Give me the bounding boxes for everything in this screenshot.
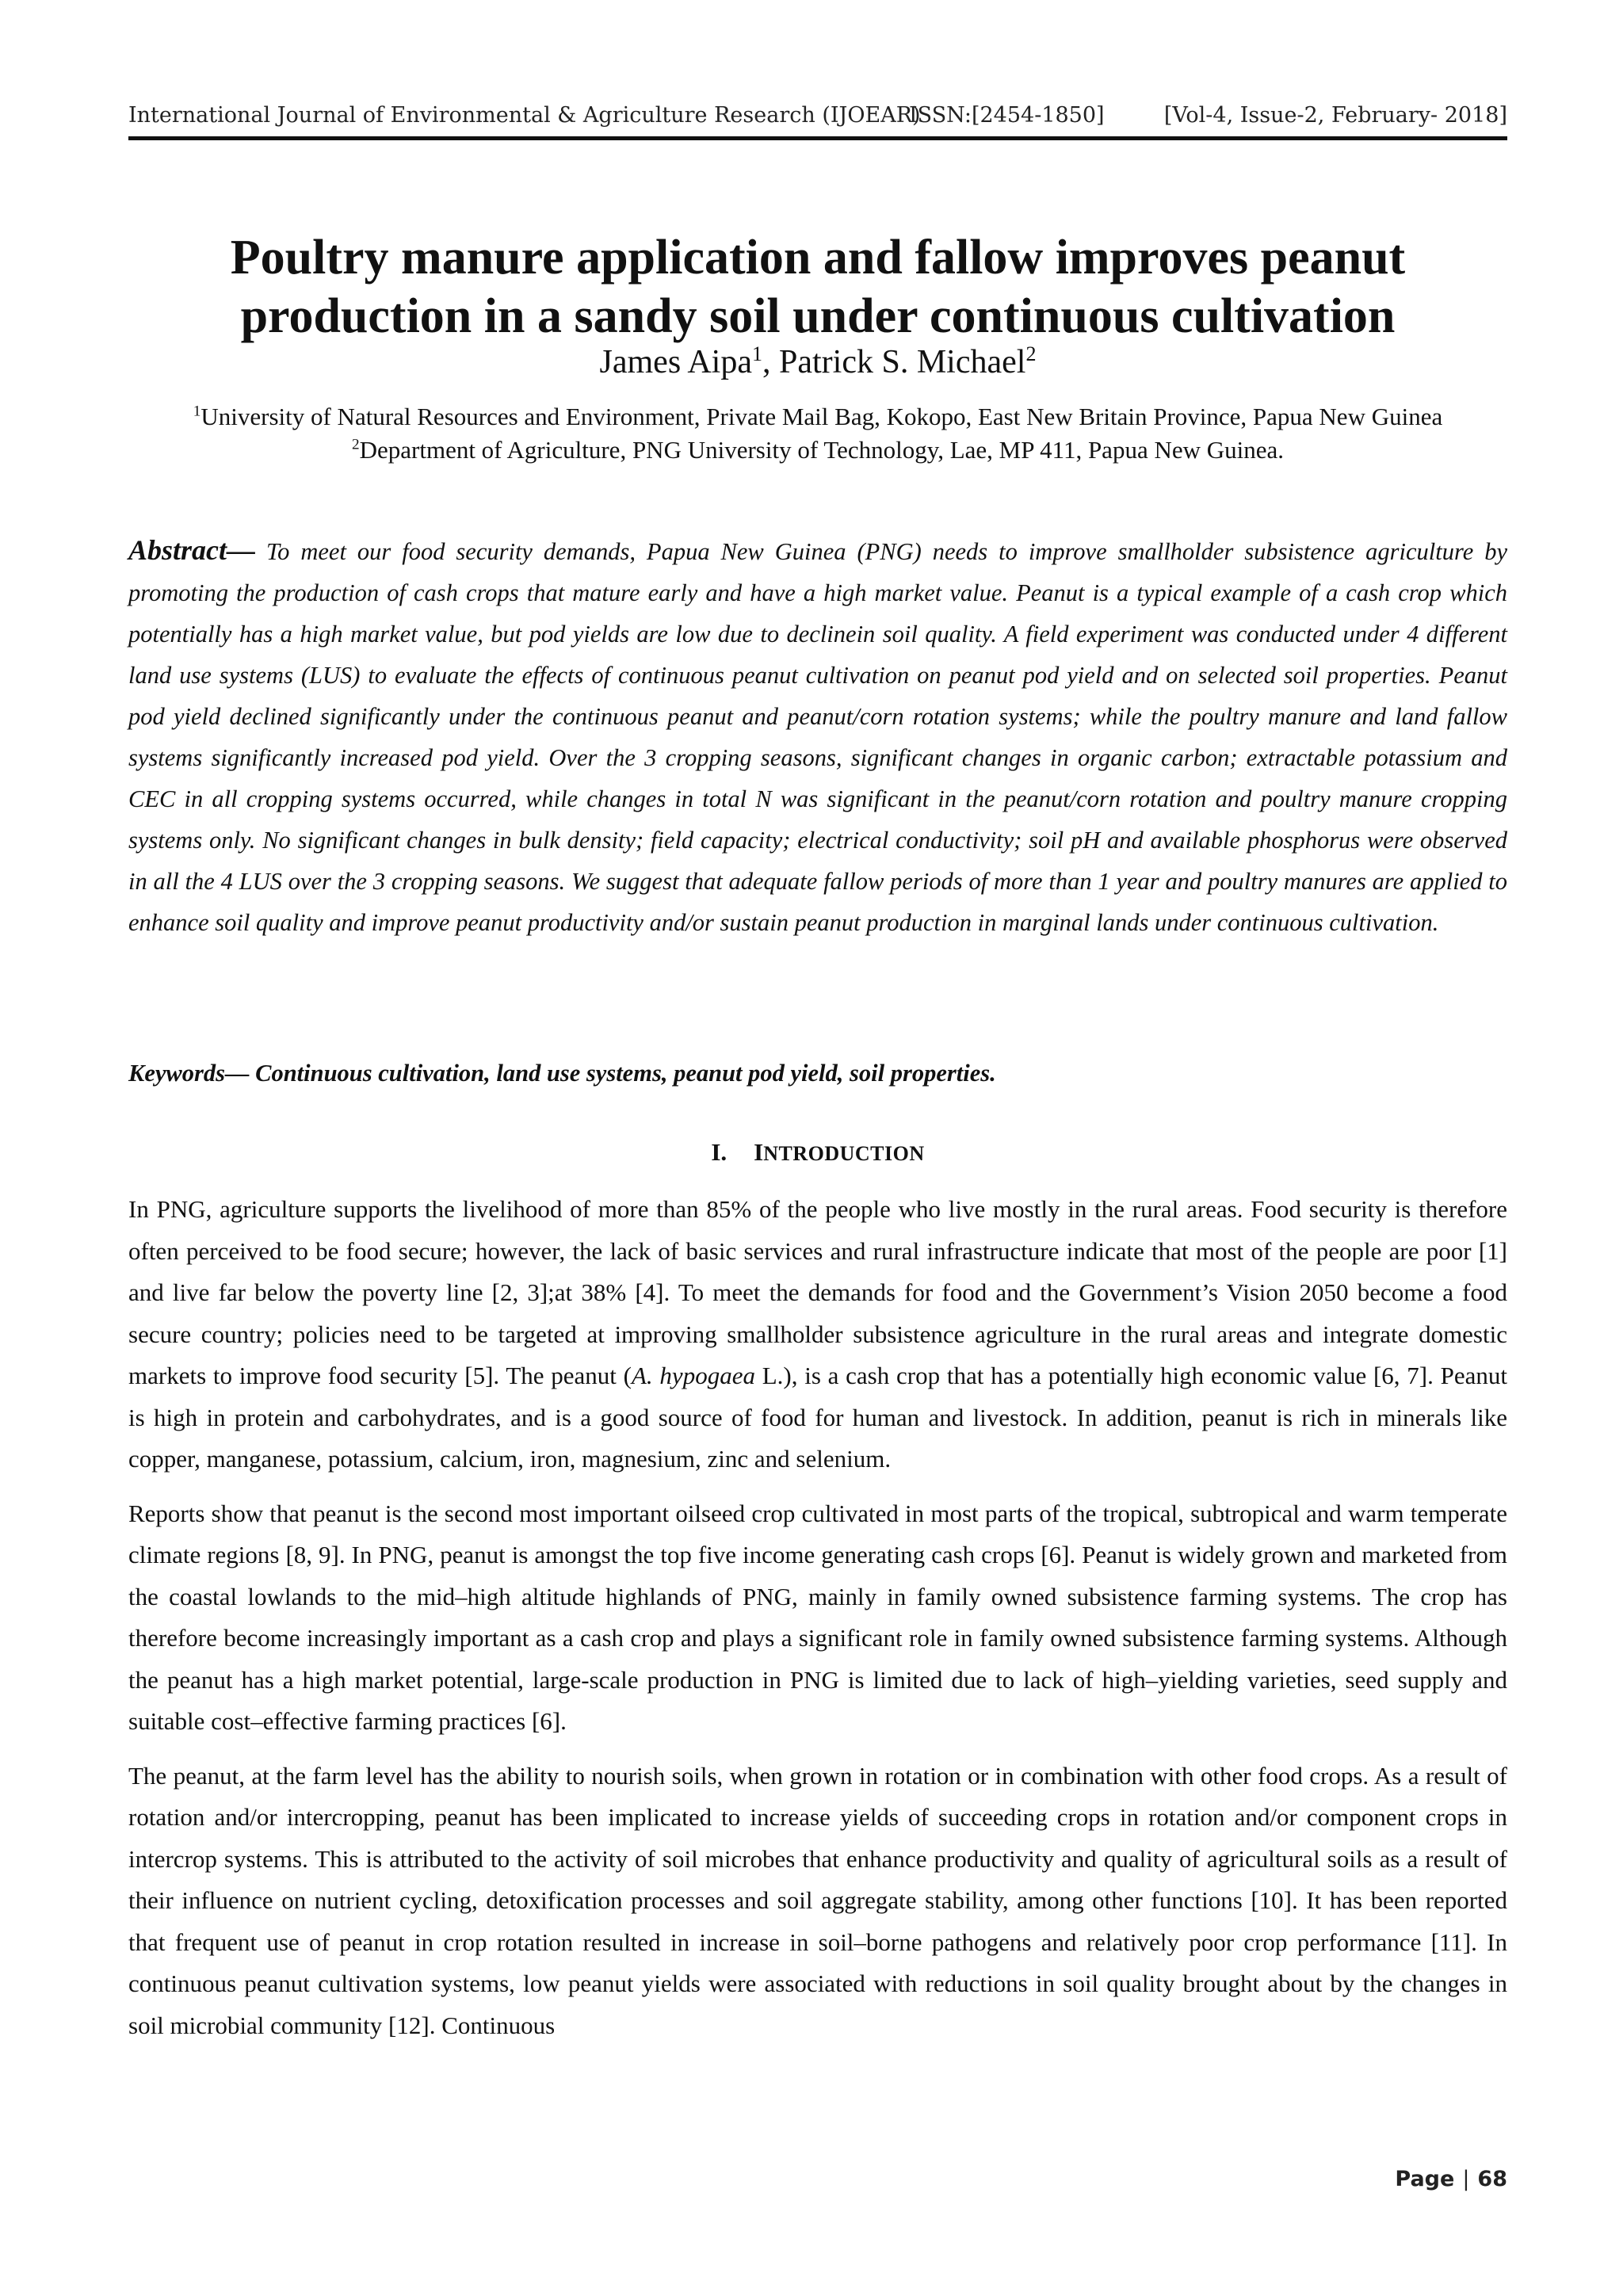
affiliation-mark: 2 [352,436,360,453]
journal-name: International Journal of Environmental & Agriculture Research (IJOEAR) [128,103,921,128]
affiliation-text: Department of Agriculture, PNG University of Technology, Lae, MP 411, Papua New Guinea. [359,436,1284,464]
affiliation [128,434,1507,467]
author-affiliation-mark: 2 [1025,342,1037,365]
footer-separator: | [1462,2167,1470,2191]
author-name: Patrick S. Michael [779,344,1026,380]
section-number: I. [711,1138,727,1166]
author-affiliation-mark: 1 [752,342,763,365]
paragraph [128,1189,1507,1480]
page-number: 68 [1477,2167,1507,2191]
abstract-text: To meet our food security demands, Papua New Guinea (PNG) needs to improve smallholder subsistence agriculture by promoting the production of cash crops that mature early and have a high market value. Peanut is a typical example of a cash crop which potentially has a high market value, but pod yields are low due to declinein soil quality. A field experiment was conducted under 4 different land use systems (LUS) to evaluate the effects of continuous peanut cultivation on peanut pod yield and on selected soil properties. Peanut pod yield declined significantly under the continuous peanut and peanut/corn rotation systems; while the poultry manure and land fallow systems significantly increased pod yield. Over the 3 cropping seasons, significant changes in organic carbon; extractable potassium and CEC in all cropping systems occurred, while changes in total N was significant in the peanut/corn rotation and poultry manure cropping systems only. No significant changes in bulk density; field capacity; electrical conductivity; soil pH and available phosphorus were observed in all the 4 LUS over the 3 cropping seasons. We suggest that adequate fallow periods of more than 1 year and poultry manures are applied to enhance soil quality and improve peanut productivity and/or sustain peanut production in marginal lands under continuous cultivation. [128,538,1508,936]
affiliation-mark: 1 [193,403,201,420]
author-list [128,342,1507,382]
author-name: James Aipa [599,344,752,380]
paragraph: The peanut, at the farm level has the ability to nourish soils, when grown in rotation or in combination with other food crops. As a result of rotation and/or intercropping, peanut has been implicated to increase yields of succeeding crops in rotation and/or component crops in intercrop systems. This is attributed to the activity of soil microbes that enhance productivity and quality of agricultural soils as a result of their influence on nutrient cycling, detoxification processes and soil aggregate stability, among other functions [10]. It has been reported that frequent use of peanut in crop rotation resulted in increase in soil–borne pathogens and relatively poor crop performance [11]. In continuous peanut cultivation systems, low peanut yields were associated with reductions in soil quality brought about by the changes in soil microbial community [12]. Continuous [128,1761,1507,2039]
paragraph-text: In PNG, agriculture supports the livelihood of more than 85% of the people who live mostly in the rural areas. Food security is therefore often perceived to be food secure; however, the lack of basic services and rural infrastructure indicate that most of the people are poor [1] and live far below the poverty line [2, 3];at 38% [4]. To meet the demands for food and the Government’s Vision 2050 become a food secure country; policies need to be targeted at improving smallholder subsistence agriculture in the rural areas and integrate domestic markets to improve food security [5]. The peanut ( [128,1195,1507,1389]
paragraph: Reports show that peanut is the second most important oilseed crop cultivated in most parts of the tropical, subtropical and warm temperate climate regions [8, 9]. In PNG, peanut is amongst the top five income generating cash crops [6]. Peanut is widely grown and marketed from the coastal lowlands to the mid–high altitude highlands of PNG, mainly in family owned subsistence farming systems. The crop has therefore become increasingly important as a cash crop and plays a significant role in family owned subsistence farming systems. Although the peanut has a high market potential, large-scale production in PNG is limited due to lack of high–yielding varieties, seed supply and suitable cost–effective farming practices [6]. [128,1499,1507,1735]
running-header [128,100,1507,138]
keywords-label: Keywords— [128,1060,250,1087]
section-title-initial: I [754,1138,764,1166]
paragraph-text: L.), is a cash crop that has a potentially high economic value [6, 7]. Peanut is high in protein and carbohydrates, and is a good source of food for human and livestock. In addition, peanut is rich in minerals like copper, manganese, potassium, calcium, iron, magnesium, zinc and selenium. [128,1362,1507,1473]
affiliation-text: University of Natural Resources and Environment, Private Mail Bag, Kokopo, East New Britain Province, Papua New Guinea [200,403,1443,430]
section-title-rest: NTRODUCTION [763,1142,925,1165]
body-text [128,1189,1507,2059]
paper-title: Poultry manure application and fallow improves peanut production in a sandy soil under continuous cultivation [230,231,1406,343]
page-label: Page [1395,2167,1455,2191]
species-name: A. hypogaea [632,1362,755,1389]
abstract-label: Abstract— [128,534,256,566]
issn: ISSN:[2454-1850] [909,103,1105,128]
keywords-text: Continuous cultivation, land use systems, peanut pod yield, soil properties. [255,1060,996,1087]
section-heading [128,1132,1507,1175]
abstract [128,529,1507,943]
page-footer [1395,2167,1507,2191]
affiliations [128,400,1507,467]
author-separator: , [762,344,780,380]
keywords [128,1052,1507,1094]
affiliation [128,400,1507,434]
volume-issue: [Vol-4, Issue-2, February- 2018] [1163,103,1507,128]
header-rule [128,136,1507,140]
